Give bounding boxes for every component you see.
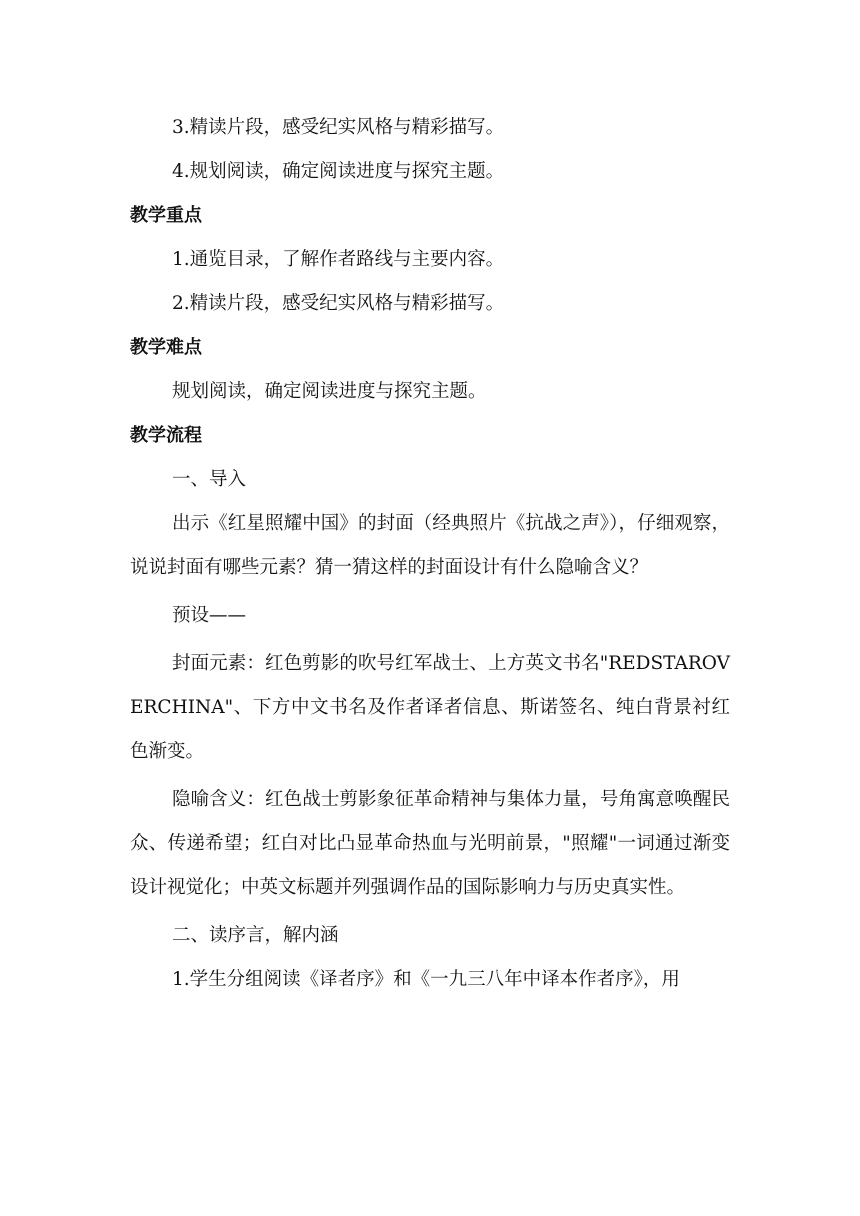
preset-label: 预设—— [172,605,247,626]
section-2-title: 二、读序言，解内涵 [172,925,339,946]
intro-paragraph: 出示《红星照耀中国》的封面（经典照片《抗战之声》），仔细观察，说说封面有哪些元素？猜一猜这样的封面设计有什么隐喻含义？ [130,513,730,578]
cover-elements-paragraph: 封面元素：红色剪影的吹号红军战士、上方英文书名"REDSTAROVERCHINA"、下方中文书名及作者译者信息、斯诺签名、纯白背景衬红色渐变。 [130,653,730,762]
metaphor-paragraph: 隐喻含义：红色战士剪影象征革命精神与集体力量，号角寓意唤醒民众、传递希望；红白对比凸显革命热血与光明前景，"照耀"一词通过渐变设计视觉化；中英文标题并列强调作品的国际影响力与历史真实性。 [130,789,730,898]
section-1-title: 一、导入 [172,469,247,490]
difficulty-heading: 教学难点 [130,337,202,358]
key-point-item-1: 1.通览目录，了解作者路线与主要内容。 [172,249,505,270]
key-points-heading: 教学重点 [130,205,202,226]
difficulty-text: 规划阅读，确定阅读进度与探究主题。 [172,381,487,402]
section-2-step-1: 1.学生分组阅读《译者序》和《一九三八年中译本作者序》，用 [172,969,680,990]
key-point-item-2: 2.精读片段，感受纪实风格与精彩描写。 [172,293,505,314]
objective-item-4: 4.规划阅读，确定阅读进度与探究主题。 [172,161,505,182]
objective-item-3: 3.精读片段，感受纪实风格与精彩描写。 [172,117,505,138]
document-page [130,106,730,1002]
process-heading: 教学流程 [130,425,202,446]
